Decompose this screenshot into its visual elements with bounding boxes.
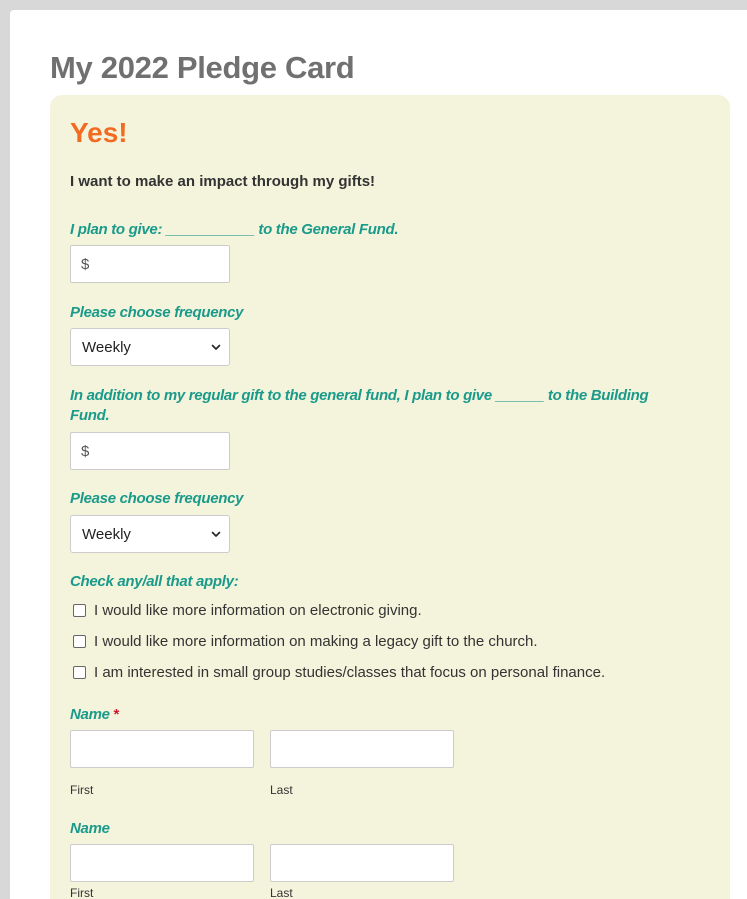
checks-label: Check any/all that apply:	[70, 573, 239, 590]
required-mark: *	[113, 706, 120, 723]
building-fund-amount-input[interactable]	[71, 433, 229, 469]
general-fund-frequency-value: Weekly	[82, 339, 131, 356]
page-title: My 2022 Pledge Card	[50, 50, 355, 85]
general-fund-frequency-label: Please choose frequency	[70, 304, 244, 321]
building-fund-frequency-value: Weekly	[82, 526, 131, 543]
second-last-name-sublabel: Last	[270, 886, 293, 899]
page-container	[10, 10, 747, 899]
checkbox-empty-icon[interactable]	[73, 604, 86, 617]
check-small-group[interactable]	[70, 662, 605, 682]
building-fund-amount-field[interactable]	[70, 432, 230, 470]
check-label-small-group: I am interested in small group studies/classes that focus on personal finance.	[94, 663, 606, 681]
general-fund-amount-input[interactable]	[71, 246, 229, 282]
second-first-name-sublabel: First	[70, 886, 94, 899]
checkbox-empty-icon[interactable]	[73, 635, 86, 648]
card-intro: I want to make an impact through my gifts!	[70, 173, 376, 190]
second-first-name-input[interactable]	[70, 844, 254, 882]
second-name-label: Name	[70, 820, 110, 837]
checkbox-empty-icon[interactable]	[73, 666, 86, 679]
building-fund-frequency-select[interactable]	[70, 515, 230, 553]
chevron-down-icon	[209, 527, 223, 541]
check-label-legacy-gift: I would like more information on making a legacy gift to the church.	[94, 632, 538, 650]
last-name-input[interactable]	[270, 730, 454, 768]
building-fund-frequency-label: Please choose frequency	[70, 490, 244, 507]
last-name-sublabel: Last	[270, 783, 293, 797]
name-label-text: Name	[70, 706, 110, 723]
pledge-card-form	[50, 95, 730, 899]
card-heading: Yes!	[70, 117, 128, 148]
check-electronic-giving[interactable]	[70, 600, 422, 620]
check-legacy-gift[interactable]	[70, 631, 538, 651]
first-name-input[interactable]	[70, 730, 254, 768]
general-fund-label: I plan to give: ___________ to the General Fund.	[70, 221, 399, 238]
general-fund-amount-field[interactable]	[70, 245, 230, 283]
general-fund-frequency-select[interactable]	[70, 328, 230, 366]
name-label	[70, 705, 690, 725]
building-fund-label: In addition to my regular gift to the general fund, I plan to give ______ to the Building Fund.	[70, 387, 649, 424]
chevron-down-icon	[209, 340, 223, 354]
first-name-sublabel: First	[70, 783, 94, 797]
second-last-name-input[interactable]	[270, 844, 454, 882]
check-label-electronic-giving: I would like more information on electronic giving.	[94, 601, 422, 619]
